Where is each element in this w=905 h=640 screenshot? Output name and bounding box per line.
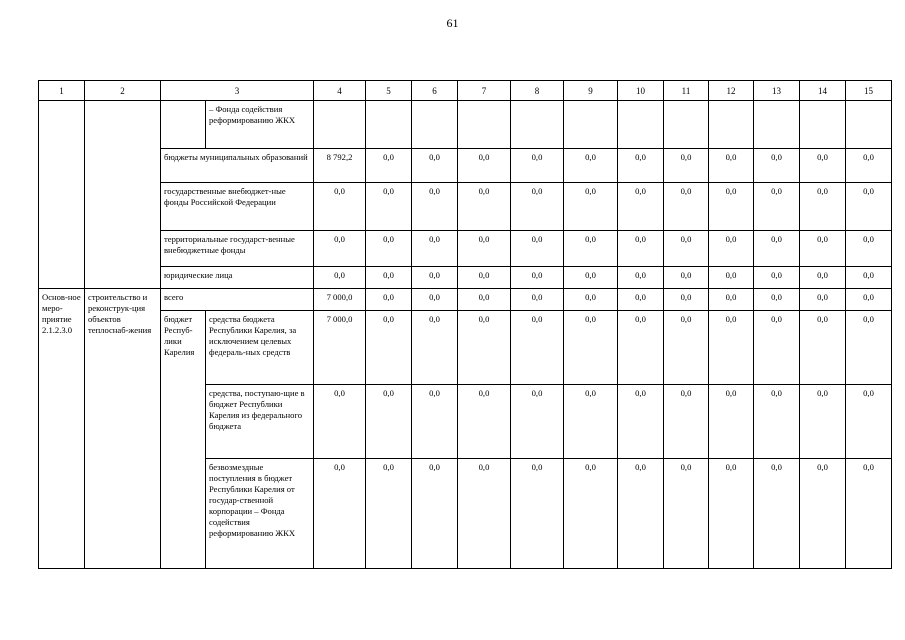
value-cell: 0,0 <box>664 267 709 289</box>
header-cell: 3 <box>161 81 314 101</box>
value-cell <box>754 101 800 149</box>
header-cell: 13 <box>754 81 800 101</box>
value-cell: 0,0 <box>511 289 564 311</box>
budget-table <box>38 80 892 569</box>
value-cell: 0,0 <box>458 149 511 183</box>
value-cell: 0,0 <box>564 459 618 569</box>
value-cell: 0,0 <box>511 231 564 267</box>
value-cell: 0,0 <box>754 289 800 311</box>
value-cell: 8 792,2 <box>314 149 366 183</box>
value-cell: 0,0 <box>458 289 511 311</box>
value-cell: 0,0 <box>314 459 366 569</box>
value-cell: 0,0 <box>846 385 892 459</box>
value-cell: 0,0 <box>664 183 709 231</box>
header-cell: 7 <box>458 81 511 101</box>
value-cell: 0,0 <box>511 183 564 231</box>
value-cell: 0,0 <box>511 267 564 289</box>
value-cell: 0,0 <box>709 385 754 459</box>
value-cell: 0,0 <box>754 231 800 267</box>
value-cell: 0,0 <box>412 459 458 569</box>
value-cell: 0,0 <box>564 385 618 459</box>
source-label-cell: территориальные государст-венные внебюджетные фонды <box>161 231 314 267</box>
value-cell: 0,0 <box>458 183 511 231</box>
value-cell: 0,0 <box>314 385 366 459</box>
header-row <box>39 81 892 101</box>
value-cell <box>366 101 412 149</box>
total-label-cell: всего <box>161 289 314 311</box>
value-cell <box>800 101 846 149</box>
value-cell: 0,0 <box>314 183 366 231</box>
value-cell: 0,0 <box>709 459 754 569</box>
value-cell: 0,0 <box>709 267 754 289</box>
value-cell: 0,0 <box>366 267 412 289</box>
value-cell: 0,0 <box>366 183 412 231</box>
value-cell: 0,0 <box>412 183 458 231</box>
value-cell: 0,0 <box>412 231 458 267</box>
value-cell: 0,0 <box>800 459 846 569</box>
value-cell: 0,0 <box>800 289 846 311</box>
empty-col1-cell <box>39 101 85 289</box>
value-cell: 0,0 <box>800 385 846 459</box>
value-cell: 0,0 <box>618 289 664 311</box>
value-cell: 0,0 <box>412 289 458 311</box>
table-row <box>39 289 892 311</box>
value-cell: 0,0 <box>314 267 366 289</box>
page-number: 61 <box>446 16 459 30</box>
header-cell: 10 <box>618 81 664 101</box>
value-cell <box>564 101 618 149</box>
value-cell <box>314 101 366 149</box>
header-cell: 6 <box>412 81 458 101</box>
header-cell: 8 <box>511 81 564 101</box>
activity-name-cell: строительство и реконструк-ция объектов теплоснаб-жения <box>85 289 161 569</box>
value-cell <box>511 101 564 149</box>
header-cell: 1 <box>39 81 85 101</box>
value-cell: 0,0 <box>846 267 892 289</box>
value-cell: 0,0 <box>366 149 412 183</box>
value-cell: 0,0 <box>564 149 618 183</box>
value-cell: 0,0 <box>800 231 846 267</box>
value-cell: 0,0 <box>366 231 412 267</box>
value-cell: 0,0 <box>458 385 511 459</box>
value-cell: 0,0 <box>709 289 754 311</box>
value-cell: 0,0 <box>754 385 800 459</box>
value-cell: 0,0 <box>618 149 664 183</box>
value-cell: 0,0 <box>709 149 754 183</box>
value-cell: 0,0 <box>511 311 564 385</box>
value-cell <box>458 101 511 149</box>
value-cell: 0,0 <box>511 385 564 459</box>
value-cell: 0,0 <box>618 459 664 569</box>
source-label-cell: юридические лица <box>161 267 314 289</box>
value-cell: 0,0 <box>846 149 892 183</box>
value-cell <box>412 101 458 149</box>
value-cell: 0,0 <box>458 231 511 267</box>
table-row <box>39 149 892 183</box>
value-cell: 0,0 <box>709 183 754 231</box>
source-label-cell: безвозмездные поступления в бюджет Республики Карелия от государ-ственной корпорации – Фонда содействия реформированию ЖКХ <box>206 459 314 569</box>
value-cell: 0,0 <box>618 385 664 459</box>
value-cell: 0,0 <box>564 267 618 289</box>
value-cell: 0,0 <box>664 459 709 569</box>
value-cell <box>709 101 754 149</box>
value-cell: 0,0 <box>846 311 892 385</box>
header-cell: 15 <box>846 81 892 101</box>
header-cell: 11 <box>664 81 709 101</box>
value-cell: 0,0 <box>458 267 511 289</box>
header-cell: 4 <box>314 81 366 101</box>
value-cell: 0,0 <box>664 385 709 459</box>
source-label-cell: средства, поступаю-щие в бюджет Республики Карелия из федерального бюджета <box>206 385 314 459</box>
value-cell: 0,0 <box>564 289 618 311</box>
value-cell: 0,0 <box>511 459 564 569</box>
value-cell: 0,0 <box>458 311 511 385</box>
value-cell: 0,0 <box>754 267 800 289</box>
value-cell: 0,0 <box>618 311 664 385</box>
table-row <box>39 183 892 231</box>
value-cell: 0,0 <box>412 267 458 289</box>
table-row <box>39 231 892 267</box>
value-cell: 0,0 <box>412 149 458 183</box>
header-cell: 5 <box>366 81 412 101</box>
value-cell: 0,0 <box>618 231 664 267</box>
activity-code-cell: Основ-ное меро-приятие 2.1.2.3.0 <box>39 289 85 569</box>
value-cell: 0,0 <box>800 183 846 231</box>
table-row <box>39 101 892 149</box>
value-cell: 0,0 <box>564 311 618 385</box>
value-cell: 0,0 <box>366 311 412 385</box>
value-cell: 0,0 <box>366 385 412 459</box>
value-cell: 0,0 <box>458 459 511 569</box>
value-cell: 0,0 <box>800 267 846 289</box>
value-cell: 0,0 <box>412 385 458 459</box>
header-cell: 2 <box>85 81 161 101</box>
value-cell: 0,0 <box>754 459 800 569</box>
value-cell: 0,0 <box>618 267 664 289</box>
value-cell: 0,0 <box>664 149 709 183</box>
source-label-cell: государственные внебюджет-ные фонды Российской Федерации <box>161 183 314 231</box>
value-cell: 0,0 <box>800 311 846 385</box>
value-cell: 0,0 <box>846 231 892 267</box>
value-cell: 0,0 <box>664 311 709 385</box>
value-cell: 0,0 <box>564 183 618 231</box>
value-cell: 0,0 <box>511 149 564 183</box>
value-cell: 0,0 <box>709 231 754 267</box>
value-cell: 0,0 <box>709 311 754 385</box>
value-cell: 0,0 <box>412 311 458 385</box>
value-cell: 7 000,0 <box>314 289 366 311</box>
header-cell: 9 <box>564 81 618 101</box>
value-cell: 0,0 <box>800 149 846 183</box>
table-row <box>39 267 892 289</box>
budget-label-cell: бюджет Респуб-лики Карелия <box>161 311 206 569</box>
value-cell: 0,0 <box>846 289 892 311</box>
value-cell: 0,0 <box>618 183 664 231</box>
value-cell: 0,0 <box>366 459 412 569</box>
value-cell: 0,0 <box>664 289 709 311</box>
source-label-cell: – Фонда содействия реформированию ЖКХ <box>206 101 314 149</box>
value-cell: 0,0 <box>366 289 412 311</box>
value-cell: 7 000,0 <box>314 311 366 385</box>
table-row <box>39 311 892 385</box>
header-cell: 12 <box>709 81 754 101</box>
source-label-cell: средства бюджета Республики Карелия, за исключением целевых федераль-ных средств <box>206 311 314 385</box>
value-cell <box>618 101 664 149</box>
value-cell: 0,0 <box>314 231 366 267</box>
value-cell: 0,0 <box>754 311 800 385</box>
value-cell: 0,0 <box>754 183 800 231</box>
source-label-cell: бюджеты муниципальных образований <box>161 149 314 183</box>
value-cell: 0,0 <box>664 231 709 267</box>
empty-subcol-cell <box>161 101 206 149</box>
header-cell: 14 <box>800 81 846 101</box>
value-cell: 0,0 <box>846 459 892 569</box>
value-cell: 0,0 <box>846 183 892 231</box>
value-cell <box>846 101 892 149</box>
value-cell <box>664 101 709 149</box>
value-cell: 0,0 <box>564 231 618 267</box>
empty-col2-cell <box>85 101 161 289</box>
value-cell: 0,0 <box>754 149 800 183</box>
